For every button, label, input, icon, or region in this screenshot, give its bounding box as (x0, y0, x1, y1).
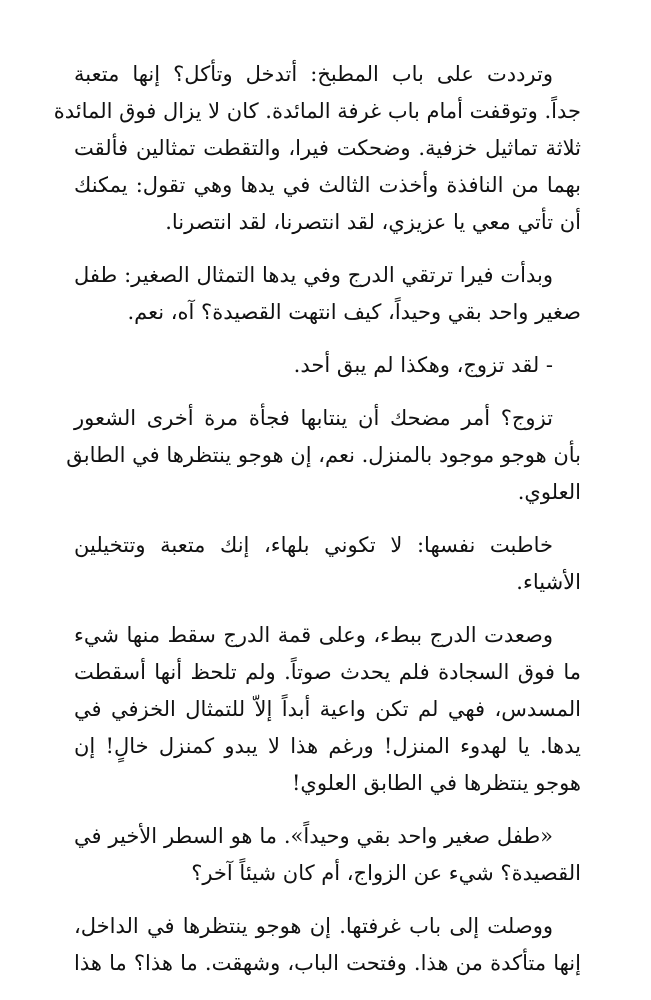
paragraph-dialogue-line (74, 347, 581, 384)
text-line: «طفل صغير واحد بقي وحيداً». ما هو السطر الأخير في (74, 824, 553, 848)
text-line: ثلاثة تماثيل خزفية. وضحكت فيرا، والتقطت تمثالين فألقت (74, 136, 581, 160)
paragraph-self-talk (74, 527, 581, 601)
text-line: هوجو ينتظرها في الطابق العلوي! (291, 771, 581, 795)
text-line: ووصلت إلى باب غرفتها. إن هوجو ينتظرها في الداخل، (74, 914, 553, 938)
text-line: - لقد تزوج، وهكذا لم يبق أحد. (293, 353, 553, 377)
text-line: بهما من النافذة وأخذت الثالث في يدها وهي تقول: يمكنك (74, 173, 581, 197)
text-line: إنها متأكدة من هذا. وفتحت الباب، وشهقت. ما هذا؟ ما هذا (74, 951, 581, 975)
text-line: أن تأتي معي يا عزيزي، لقد انتصرنا، لقد انتصرنا. (165, 210, 581, 234)
paragraph-kitchen-door (53, 56, 581, 241)
text-line: تزوج؟ أمر مضحك أن ينتابها فجأة مرة أخرى الشعور (74, 406, 553, 430)
text-line: خاطبت نفسها: لا تكوني بلهاء، إنك متعبة وتتخيلين (74, 533, 553, 557)
text-line: المسدس، فهي لم تكن واعية أبداً إلاّ للتمثال الخزفي في (74, 697, 581, 721)
text-line: وصعدت الدرج ببطء، وعلى قمة الدرج سقط منها شيء (74, 623, 553, 647)
text-line: الأشياء. (516, 570, 581, 594)
text-line: صغير واحد بقي وحيداً، كيف انتهت القصيدة؟ آه، نعم. (127, 300, 581, 324)
paragraph-climbing-stairs (74, 257, 581, 331)
text-line: جداً. وتوقفت أمام باب غرفة المائدة. كان لا يزال فوق المائدة (53, 99, 581, 123)
text-line: وترددت على باب المطبخ: أتدخل وتأكل؟ إنها متعبة (74, 62, 553, 86)
text-line: ما فوق السجادة فلم يحدث صوتاً. ولم تلحظ أنها أسقطت (74, 660, 581, 684)
paragraph-married (66, 400, 581, 511)
text-line: يدها. يا لهدوء المنزل! ورغم هذا لا يبدو كمنزل خالٍ! إن (74, 734, 581, 758)
paragraph-dropped-revolver (74, 617, 581, 802)
paragraph-poem-line (74, 818, 581, 892)
text-line: بأن هوجو موجود بالمنزل. نعم، إن هوجو ينتظرها في الطابق (66, 443, 581, 467)
text-line: وبدأت فيرا ترتقي الدرج وفي يدها التمثال الصغير: طفل (74, 263, 553, 287)
paragraph-bedroom-door (74, 908, 581, 982)
text-line: العلوي. (517, 480, 581, 504)
text-line: القصيدة؟ شيء عن الزواج، أم كان شيئاً آخر؟ (191, 861, 581, 885)
